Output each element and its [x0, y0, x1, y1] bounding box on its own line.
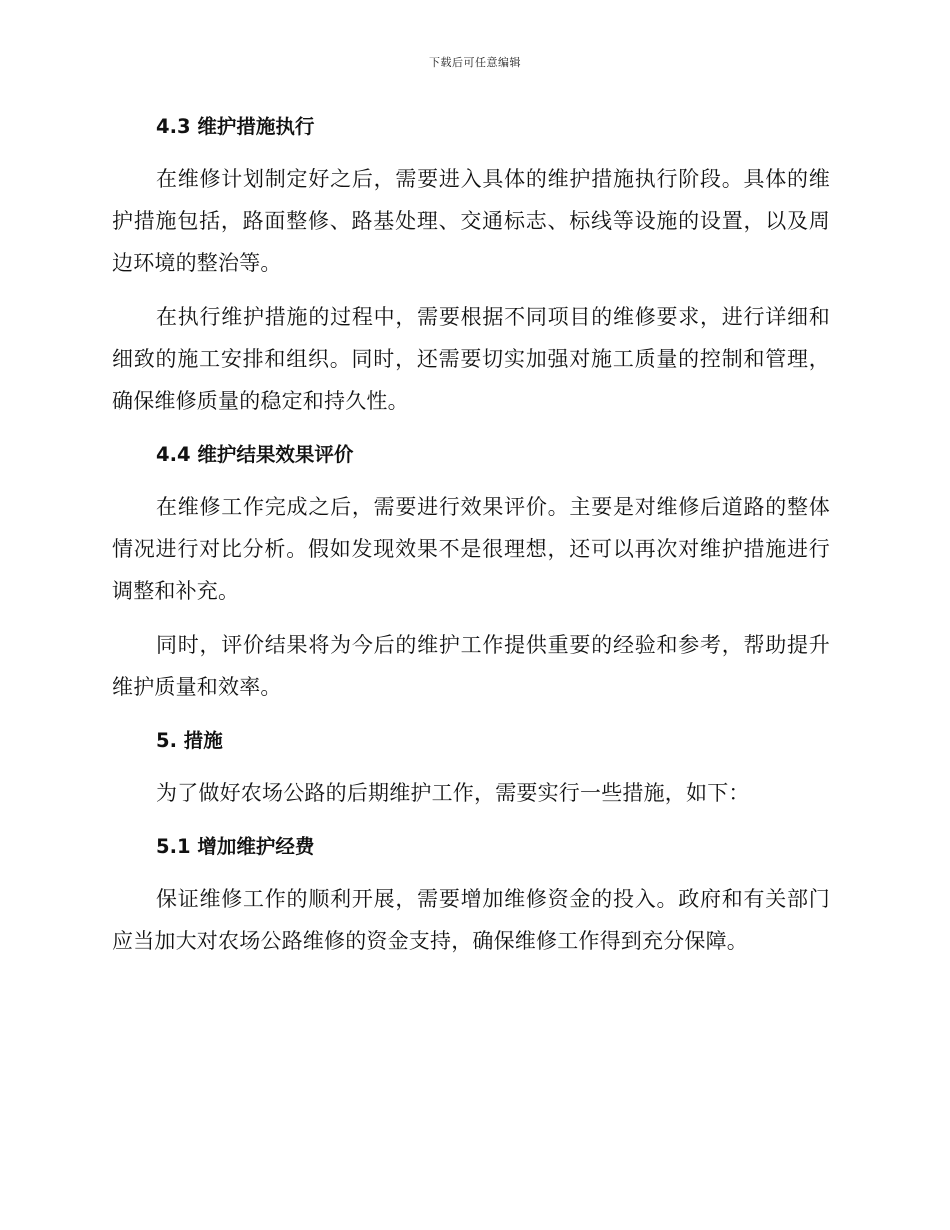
- paragraph: 在维修工作完成之后，需要进行效果评价。主要是对维修后道路的整体情况进行对比分析。假如发现效果不是很理想，还可以再次对维护措施进行调整和补充。: [112, 495, 830, 603]
- section-heading-4-3: 4.3 维护措施执行: [156, 115, 315, 138]
- section-heading-5-1: 5.1 增加维护经费: [156, 835, 315, 858]
- paragraph: 在执行维护措施的过程中，需要根据不同项目的维修要求，进行详细和细致的施工安排和组织。同时，还需要切实加强对施工质量的控制和管理，确保维修质量的稳定和持久性。: [112, 305, 830, 413]
- paragraph: 同时，评价结果将为今后的维护工作提供重要的经验和参考，帮助提升维护质量和效率。: [112, 633, 830, 699]
- paragraph: 保证维修工作的顺利开展，需要增加维修资金的投入。政府和有关部门应当加大对农场公路维修的资金支持，确保维修工作得到充分保障。: [112, 887, 830, 953]
- paragraph: 在维修计划制定好之后，需要进入具体的维护措施执行阶段。具体的维护措施包括，路面整修、路基处理、交通标志、标线等设施的设置，以及周边环境的整治等。: [112, 167, 830, 275]
- paragraph: 为了做好农场公路的后期维护工作，需要实行一些措施，如下：: [156, 781, 750, 805]
- header-note: 下载后可任意编辑: [429, 56, 521, 69]
- section-heading-5: 5. 措施: [156, 729, 223, 752]
- document-body: [112, 112, 830, 962]
- section-heading-4-4: 4.4 维护结果效果评价: [156, 443, 354, 466]
